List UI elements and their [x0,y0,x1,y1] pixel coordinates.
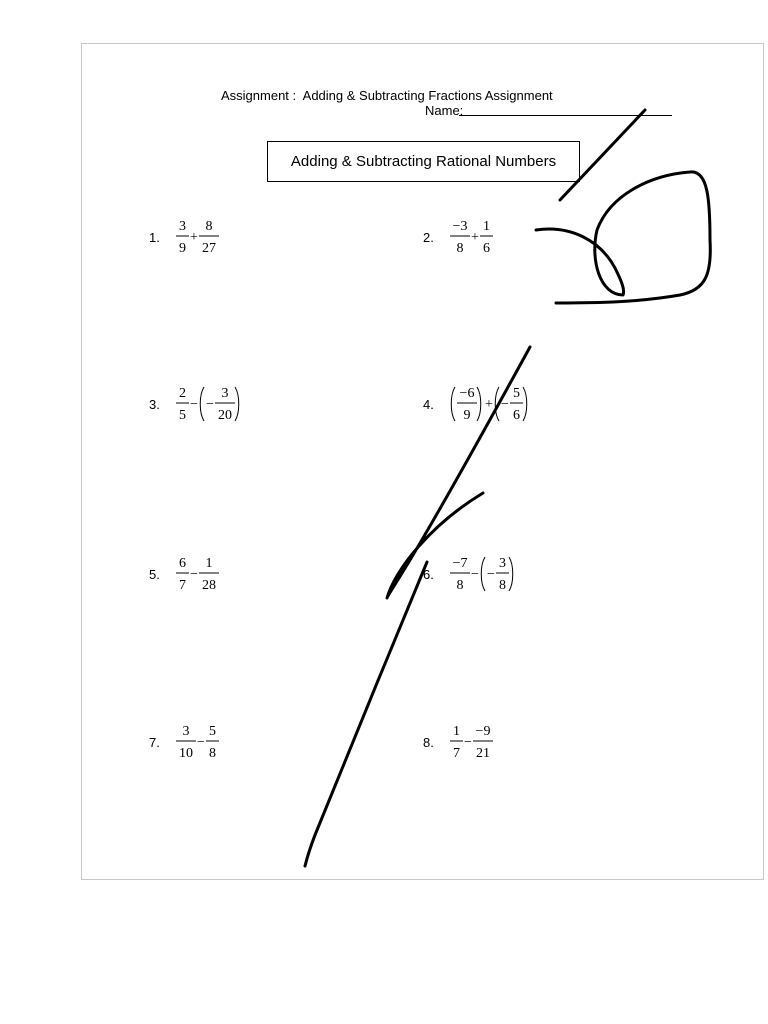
fraction-numerator: 3 [499,556,506,571]
fraction-expression [174,385,246,425]
fraction-expression [448,218,497,258]
problem-number: 7. [149,735,160,750]
fraction-numerator: 2 [179,386,186,401]
fraction-denominator: 8 [209,746,216,761]
problem-number: 8. [423,735,434,750]
fraction-denominator: 6 [483,241,490,256]
fraction-numerator: 6 [179,556,186,571]
fraction-expression [448,385,534,425]
close-paren [509,557,513,591]
fraction-denominator: 28 [202,578,216,593]
name-blank-line[interactable] [459,115,672,116]
fraction-numerator: −6 [459,386,475,401]
negative-sign: − [501,397,509,412]
fraction-numerator: −7 [452,556,468,571]
problem-number: 6. [423,567,434,582]
fraction-numerator: 3 [182,724,190,739]
fraction-numerator: 5 [513,386,520,401]
name-label: Name: [425,103,464,118]
operator-sign: − [464,735,472,750]
fraction-expression [448,555,520,595]
fraction-denominator: 21 [476,746,490,761]
open-paren [495,387,499,421]
fraction-expression [448,723,497,763]
worksheet-title [267,141,580,182]
fraction-denominator: 8 [456,578,464,593]
close-paren [477,387,481,421]
open-paren [451,387,455,421]
fraction-denominator: 8 [499,578,506,593]
fraction-numerator: −9 [475,724,491,739]
problem-number: 3. [149,397,160,412]
operator-sign: + [471,230,479,245]
fraction-numerator: −3 [452,219,468,234]
fraction-numerator: 3 [221,386,229,401]
problem-number: 4. [423,397,434,412]
negative-sign: − [487,567,495,582]
fraction-denominator: 7 [179,578,186,593]
operator-sign: + [485,397,493,412]
fraction-denominator: 8 [456,241,464,256]
open-paren [481,557,485,591]
operator-sign: − [471,567,479,582]
problem-number: 2. [423,230,434,245]
fraction-denominator: 20 [218,408,232,423]
fraction-expression [174,723,223,763]
fraction-numerator: 1 [453,724,460,739]
worksheet-title-text: Adding & Subtracting Rational Numbers [290,153,557,170]
fraction-numerator: 8 [205,219,213,234]
problem-number: 1. [149,230,160,245]
fraction-denominator: 9 [179,241,186,256]
close-paren [523,387,527,421]
problem-number: 5. [149,567,160,582]
fraction-denominator: 9 [463,408,471,423]
fraction-numerator: 5 [209,724,216,739]
close-paren [235,387,239,421]
fraction-denominator: 10 [179,746,193,761]
assignment-heading: Assignment : Adding & Subtracting Fractions Assignment [221,88,553,103]
open-paren [200,387,204,421]
fraction-numerator: 3 [179,219,186,234]
fraction-denominator: 27 [202,241,216,256]
negative-sign: − [206,397,214,412]
operator-sign: − [197,735,205,750]
operator-sign: + [190,230,198,245]
fraction-denominator: 5 [179,408,186,423]
fraction-denominator: 7 [453,746,460,761]
fraction-numerator: 1 [205,556,213,571]
operator-sign: − [190,397,198,412]
fraction-denominator: 6 [513,408,520,423]
operator-sign: − [190,567,198,582]
fraction-expression [174,555,223,595]
fraction-expression [174,218,223,258]
fraction-numerator: 1 [483,219,490,234]
